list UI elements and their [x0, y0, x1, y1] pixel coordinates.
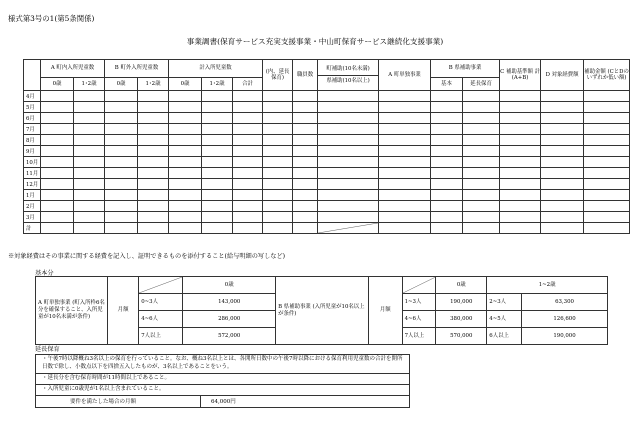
- entry-cell[interactable]: [541, 135, 584, 146]
- entry-cell[interactable]: [463, 223, 500, 234]
- entry-cell[interactable]: [202, 212, 233, 223]
- entry-cell[interactable]: [293, 168, 318, 179]
- pref-amount12-2: 126,600: [522, 311, 608, 328]
- entry-cell[interactable]: [138, 146, 169, 157]
- entry-cell[interactable]: [138, 113, 169, 124]
- entry-cell[interactable]: [263, 124, 293, 135]
- entry-cell[interactable]: [138, 135, 169, 146]
- entry-cell[interactable]: [500, 91, 541, 102]
- entry-cell[interactable]: [233, 135, 263, 146]
- entry-cell[interactable]: [431, 135, 463, 146]
- entry-cell[interactable]: [431, 157, 463, 168]
- entry-cell[interactable]: [105, 135, 138, 146]
- entry-cell[interactable]: [379, 190, 431, 201]
- header-total-age0: 0歳: [169, 78, 202, 91]
- entry-cell[interactable]: [318, 179, 379, 190]
- town-range-2: 4~6人: [139, 311, 183, 328]
- entry-cell[interactable]: [169, 201, 202, 212]
- entry-cell[interactable]: [318, 201, 379, 212]
- header-b-age12: 1･2歳: [138, 78, 169, 91]
- extended-condition-1: ・午後7時以降概ね3名以上の保育を行っていること。なお、概ね3名以上とは、各開所日数中の午後7時以降における保育利用児童数の合計を開所日数で除し、小数点以下を四捨五入したものが、3名以上であることをいう。: [42, 356, 403, 370]
- entry-cell[interactable]: [74, 146, 105, 157]
- entry-cell[interactable]: [318, 91, 379, 102]
- entry-cell[interactable]: [263, 190, 293, 201]
- entry-cell[interactable]: [74, 168, 105, 179]
- entry-cell[interactable]: [41, 168, 74, 179]
- header-extended-care: 延長保育: [463, 78, 500, 91]
- entry-cell[interactable]: [431, 179, 463, 190]
- entry-cell[interactable]: [202, 223, 233, 234]
- town-project-label: A 町単独事業 (町入所枠6名分を確保すること、入所児童が10名未満が条件): [36, 277, 108, 345]
- entry-cell[interactable]: [202, 157, 233, 168]
- entry-cell[interactable]: [584, 113, 630, 124]
- entry-cell[interactable]: [74, 201, 105, 212]
- entry-cell[interactable]: [463, 102, 500, 113]
- entry-cell[interactable]: [431, 201, 463, 212]
- entry-cell[interactable]: [41, 146, 74, 157]
- entry-cell[interactable]: [41, 212, 74, 223]
- entry-cell[interactable]: [138, 124, 169, 135]
- entry-cell[interactable]: [318, 102, 379, 113]
- entry-cell[interactable]: [318, 124, 379, 135]
- entry-cell[interactable]: [379, 157, 431, 168]
- pref-amount0-3: 570,000: [436, 328, 487, 345]
- entry-cell[interactable]: [263, 91, 293, 102]
- entry-cell[interactable]: [379, 223, 431, 234]
- entry-cell[interactable]: [138, 168, 169, 179]
- entry-cell[interactable]: [500, 135, 541, 146]
- month-label: 8月: [24, 135, 41, 146]
- entry-cell[interactable]: [379, 146, 431, 157]
- entry-cell[interactable]: [74, 157, 105, 168]
- entry-cell[interactable]: [500, 168, 541, 179]
- table-row: [24, 113, 630, 124]
- basic-section-title: 基本分: [35, 270, 54, 277]
- entry-cell[interactable]: [169, 135, 202, 146]
- header-subsidy-amount: 補助金額 (CとDのいずれか低い額): [584, 60, 630, 91]
- entry-cell[interactable]: [541, 168, 584, 179]
- entry-cell[interactable]: [41, 201, 74, 212]
- entry-cell[interactable]: [500, 223, 541, 234]
- entry-cell[interactable]: [584, 179, 630, 190]
- pref-age0-header: 0歳: [436, 277, 487, 294]
- entry-cell[interactable]: [584, 146, 630, 157]
- header-total-children: 計入所児童数: [169, 60, 263, 78]
- entry-cell[interactable]: [293, 91, 318, 102]
- entry-cell[interactable]: [318, 146, 379, 157]
- entry-cell[interactable]: [105, 190, 138, 201]
- entry-cell[interactable]: [202, 91, 233, 102]
- entry-cell[interactable]: [233, 102, 263, 113]
- entry-cell[interactable]: [105, 124, 138, 135]
- entry-cell[interactable]: [463, 190, 500, 201]
- entry-cell[interactable]: [74, 135, 105, 146]
- entry-cell[interactable]: [541, 102, 584, 113]
- entry-cell[interactable]: [293, 124, 318, 135]
- entry-cell[interactable]: [41, 223, 74, 234]
- entry-cell[interactable]: [263, 179, 293, 190]
- month-label: 12月: [24, 179, 41, 190]
- entry-cell[interactable]: [233, 223, 263, 234]
- entry-cell[interactable]: [263, 201, 293, 212]
- town-amount-2: 286,000: [183, 311, 276, 328]
- entry-cell[interactable]: [233, 190, 263, 201]
- entry-cell[interactable]: [379, 168, 431, 179]
- table-row: [24, 157, 630, 168]
- entry-cell[interactable]: [584, 91, 630, 102]
- entry-cell[interactable]: [233, 124, 263, 135]
- entry-cell[interactable]: [169, 113, 202, 124]
- entry-cell[interactable]: [500, 146, 541, 157]
- entry-cell[interactable]: [202, 102, 233, 113]
- entry-cell[interactable]: [105, 157, 138, 168]
- entry-cell[interactable]: [41, 91, 74, 102]
- entry-cell[interactable]: [500, 212, 541, 223]
- pref-monthly-label: 月額: [368, 277, 402, 345]
- header-basic: 基本: [431, 78, 463, 91]
- entry-cell[interactable]: [541, 113, 584, 124]
- pref-amount12-1: 63,300: [522, 294, 608, 311]
- header-extended: (内、延長保育): [263, 60, 293, 91]
- entry-cell[interactable]: [169, 91, 202, 102]
- entry-cell[interactable]: [463, 124, 500, 135]
- requirement-label: 要件を満たした場合の月額: [70, 399, 137, 406]
- table-row: [24, 146, 630, 157]
- month-label: 1月: [24, 190, 41, 201]
- pref-amount12-3: 190,000: [522, 328, 608, 345]
- entry-cell[interactable]: [263, 135, 293, 146]
- pref-range12-3: 6人以上: [487, 328, 522, 345]
- entry-cell[interactable]: [263, 146, 293, 157]
- entry-cell[interactable]: [293, 157, 318, 168]
- town-monthly-label: 月額: [107, 277, 138, 345]
- entry-cell[interactable]: [293, 190, 318, 201]
- entry-cell[interactable]: [202, 168, 233, 179]
- entry-cell[interactable]: [41, 124, 74, 135]
- entry-cell[interactable]: [379, 212, 431, 223]
- entry-cell[interactable]: [463, 201, 500, 212]
- entry-cell[interactable]: [431, 113, 463, 124]
- header-a-age0: 0歳: [41, 78, 74, 91]
- extended-condition-3: ・入所児童に0歳児が1名以上含まれていること。: [36, 384, 409, 395]
- entry-cell[interactable]: [74, 223, 105, 234]
- header-total-age12: 1･2歳: [202, 78, 233, 91]
- entry-cell[interactable]: [263, 102, 293, 113]
- table-row: [24, 168, 630, 179]
- entry-cell[interactable]: [463, 212, 500, 223]
- entry-cell[interactable]: [169, 179, 202, 190]
- entry-cell[interactable]: [233, 146, 263, 157]
- entry-cell[interactable]: [379, 135, 431, 146]
- entry-cell[interactable]: [584, 223, 630, 234]
- entry-cell[interactable]: [41, 190, 74, 201]
- entry-cell[interactable]: [105, 146, 138, 157]
- entry-cell[interactable]: [584, 201, 630, 212]
- entry-cell[interactable]: [105, 179, 138, 190]
- entry-cell[interactable]: [41, 113, 74, 124]
- entry-cell[interactable]: [169, 223, 202, 234]
- entry-cell[interactable]: [463, 157, 500, 168]
- month-label: 3月: [24, 212, 41, 223]
- entry-cell[interactable]: [431, 223, 463, 234]
- pref-range0-1: 1~3人: [402, 294, 436, 311]
- entry-cell[interactable]: [584, 157, 630, 168]
- entry-cell[interactable]: [263, 168, 293, 179]
- table-row: [24, 91, 630, 102]
- entry-cell[interactable]: [293, 113, 318, 124]
- entry-cell[interactable]: [318, 157, 379, 168]
- entry-cell[interactable]: [263, 113, 293, 124]
- entry-cell[interactable]: [431, 190, 463, 201]
- entry-cell[interactable]: [138, 212, 169, 223]
- pref-slash-cell: [402, 277, 436, 294]
- entry-cell[interactable]: [233, 91, 263, 102]
- entry-cell[interactable]: [379, 102, 431, 113]
- entry-cell[interactable]: [463, 135, 500, 146]
- month-label: 4月: [24, 91, 41, 102]
- entry-cell[interactable]: [233, 179, 263, 190]
- entry-cell[interactable]: [233, 157, 263, 168]
- header-town-project: A 町単独事業: [379, 60, 431, 91]
- entry-cell[interactable]: [233, 113, 263, 124]
- entry-cell[interactable]: [584, 102, 630, 113]
- entry-cell[interactable]: [541, 146, 584, 157]
- header-subsidy: [318, 60, 379, 91]
- town-age0-header: 0歳: [183, 277, 276, 294]
- entry-cell[interactable]: [584, 124, 630, 135]
- extended-conditions-box: [35, 354, 410, 408]
- town-range-3: 7人以上: [139, 328, 183, 345]
- requirement-row: [36, 395, 409, 407]
- entry-cell[interactable]: [138, 223, 169, 234]
- entry-cell[interactable]: [318, 113, 379, 124]
- entry-cell[interactable]: [74, 102, 105, 113]
- entry-cell[interactable]: [541, 179, 584, 190]
- entry-cell[interactable]: [138, 91, 169, 102]
- entry-cell[interactable]: [169, 102, 202, 113]
- entry-cell[interactable]: [202, 201, 233, 212]
- entry-cell[interactable]: [74, 91, 105, 102]
- header-standard-total: C 補助基準額 計(A+B): [500, 60, 541, 91]
- table-row: [24, 102, 630, 113]
- header-pref-subsidy: 県補助(10名以上): [326, 77, 370, 84]
- entry-cell[interactable]: [541, 91, 584, 102]
- entry-cell[interactable]: [500, 102, 541, 113]
- form-number: 様式第3号の1(第5条関係): [8, 14, 95, 23]
- header-expense: D 対象経費額: [541, 60, 584, 91]
- entry-cell[interactable]: [293, 179, 318, 190]
- entry-cell[interactable]: [379, 179, 431, 190]
- extended-condition-2: ・延長分を含む保育時間が11時間以上であること。: [36, 373, 409, 384]
- entry-cell[interactable]: [138, 157, 169, 168]
- entry-cell[interactable]: [169, 212, 202, 223]
- entry-cell[interactable]: [293, 102, 318, 113]
- table-row: [24, 212, 630, 223]
- town-amount-3: 572,000: [183, 328, 276, 345]
- basic-rate-table: [35, 276, 608, 345]
- entry-cell[interactable]: [463, 91, 500, 102]
- table-row: [24, 135, 630, 146]
- header-staff: 職員数: [293, 60, 318, 91]
- entry-cell[interactable]: [500, 190, 541, 201]
- pref-project-label: B 県補助事業 (入所児童が10名以上が条件): [276, 277, 369, 345]
- entry-cell[interactable]: [431, 102, 463, 113]
- entry-cell[interactable]: [431, 212, 463, 223]
- entry-cell[interactable]: [463, 146, 500, 157]
- header-total-sum: 合計: [233, 78, 263, 91]
- entry-cell[interactable]: [105, 212, 138, 223]
- entry-cell[interactable]: [500, 124, 541, 135]
- entry-cell[interactable]: [500, 113, 541, 124]
- month-label: 計: [24, 223, 41, 234]
- entry-cell[interactable]: [431, 146, 463, 157]
- entry-cell[interactable]: [138, 190, 169, 201]
- requirement-value: 64,000円: [200, 396, 236, 407]
- town-slash-cell: [139, 277, 183, 294]
- expense-note: ※対象経費はその事業に関する経費を記入し、証明できるものを添付すること(給与明細の写しなど): [8, 253, 286, 260]
- entry-cell[interactable]: [379, 113, 431, 124]
- pref-age12-header: 1~2歳: [487, 277, 608, 294]
- entry-cell[interactable]: [293, 223, 318, 234]
- entry-cell[interactable]: [500, 179, 541, 190]
- entry-cell[interactable]: [379, 91, 431, 102]
- month-label: 10月: [24, 157, 41, 168]
- entry-cell[interactable]: [138, 201, 169, 212]
- entry-cell[interactable]: [318, 190, 379, 201]
- entry-cell[interactable]: [169, 168, 202, 179]
- entry-cell[interactable]: [541, 157, 584, 168]
- extended-section-title: 延長保育: [35, 346, 60, 353]
- entry-cell[interactable]: [293, 201, 318, 212]
- month-label: 5月: [24, 102, 41, 113]
- entry-cell[interactable]: [74, 190, 105, 201]
- entry-cell[interactable]: [541, 223, 584, 234]
- town-amount-1: 143,000: [183, 294, 276, 311]
- entry-cell[interactable]: [541, 124, 584, 135]
- pref-range0-2: 4~6人: [402, 311, 436, 328]
- entry-cell[interactable]: [263, 223, 293, 234]
- entry-cell[interactable]: [318, 168, 379, 179]
- month-label: 2月: [24, 201, 41, 212]
- entry-cell[interactable]: [293, 212, 318, 223]
- entry-cell[interactable]: [379, 124, 431, 135]
- entry-cell[interactable]: [41, 157, 74, 168]
- entry-cell[interactable]: [202, 146, 233, 157]
- entry-cell[interactable]: [233, 201, 263, 212]
- entry-cell[interactable]: [169, 190, 202, 201]
- entry-cell[interactable]: [463, 179, 500, 190]
- entry-cell[interactable]: [105, 91, 138, 102]
- entry-cell[interactable]: [541, 190, 584, 201]
- table-row: [24, 124, 630, 135]
- entry-cell[interactable]: [584, 212, 630, 223]
- entry-cell[interactable]: [138, 179, 169, 190]
- monthly-table: [23, 59, 630, 234]
- entry-cell[interactable]: [463, 168, 500, 179]
- table-row: [24, 179, 630, 190]
- entry-cell[interactable]: [431, 91, 463, 102]
- month-label: 11月: [24, 168, 41, 179]
- entry-cell[interactable]: [541, 212, 584, 223]
- entry-cell[interactable]: [74, 179, 105, 190]
- pref-amount0-1: 190,000: [436, 294, 487, 311]
- entry-cell[interactable]: [379, 201, 431, 212]
- entry-cell[interactable]: [169, 157, 202, 168]
- entry-cell[interactable]: [202, 190, 233, 201]
- entry-cell[interactable]: [584, 168, 630, 179]
- month-header: [24, 60, 41, 91]
- total-slash-cell: [318, 223, 379, 234]
- entry-cell[interactable]: [169, 124, 202, 135]
- entry-cell[interactable]: [105, 102, 138, 113]
- pref-range12-2: 4~5人: [487, 311, 522, 328]
- table-row: [24, 201, 630, 212]
- entry-cell[interactable]: [500, 157, 541, 168]
- pref-range12-1: 2~3人: [487, 294, 522, 311]
- header-town-subsidy: 町補助(10名未満): [318, 64, 378, 75]
- entry-cell[interactable]: [500, 201, 541, 212]
- entry-cell[interactable]: [74, 124, 105, 135]
- pref-amount0-2: 380,000: [436, 311, 487, 328]
- header-pref-project: B 県補助事業: [431, 60, 500, 78]
- entry-cell[interactable]: [41, 179, 74, 190]
- entry-cell[interactable]: [202, 124, 233, 135]
- town-range-1: 0~3人: [139, 294, 183, 311]
- table-row: [24, 223, 630, 234]
- entry-cell[interactable]: [584, 135, 630, 146]
- table-row: [24, 190, 630, 201]
- entry-cell[interactable]: [138, 102, 169, 113]
- entry-cell[interactable]: [202, 179, 233, 190]
- entry-cell[interactable]: [41, 135, 74, 146]
- entry-cell[interactable]: [318, 212, 379, 223]
- entry-cell[interactable]: [541, 201, 584, 212]
- header-outside-children: B 町外入所児童数: [105, 60, 169, 78]
- entry-cell[interactable]: [263, 212, 293, 223]
- entry-cell[interactable]: [293, 135, 318, 146]
- entry-cell[interactable]: [105, 201, 138, 212]
- header-b-age0: 0歳: [105, 78, 138, 91]
- entry-cell[interactable]: [233, 168, 263, 179]
- entry-cell[interactable]: [202, 135, 233, 146]
- entry-cell[interactable]: [233, 212, 263, 223]
- header-town-children: A 町内入所児童数: [41, 60, 105, 78]
- entry-cell[interactable]: [202, 113, 233, 124]
- header-a-age12: 1･2歳: [74, 78, 105, 91]
- entry-cell[interactable]: [318, 135, 379, 146]
- entry-cell[interactable]: [105, 223, 138, 234]
- entry-cell[interactable]: [431, 124, 463, 135]
- entry-cell[interactable]: [105, 113, 138, 124]
- entry-cell[interactable]: [263, 157, 293, 168]
- pref-range0-3: 7人以上: [402, 328, 436, 345]
- entry-cell[interactable]: [463, 113, 500, 124]
- entry-cell[interactable]: [431, 168, 463, 179]
- entry-cell[interactable]: [169, 146, 202, 157]
- entry-cell[interactable]: [74, 113, 105, 124]
- entry-cell[interactable]: [74, 212, 105, 223]
- month-label: 6月: [24, 113, 41, 124]
- entry-cell[interactable]: [105, 168, 138, 179]
- entry-cell[interactable]: [584, 190, 630, 201]
- document-title: 事業調書(保育サービス充実支援事業・中山町保育サービス継続化支援事業): [186, 37, 444, 46]
- month-label: 7月: [24, 124, 41, 135]
- entry-cell[interactable]: [41, 102, 74, 113]
- entry-cell[interactable]: [293, 146, 318, 157]
- month-label: 9月: [24, 146, 41, 157]
